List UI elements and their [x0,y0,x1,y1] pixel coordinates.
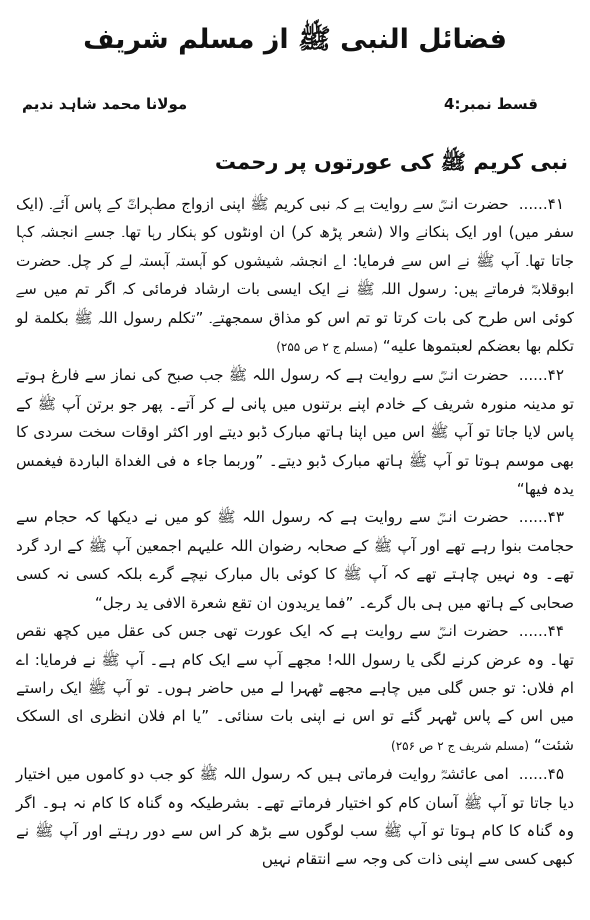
hadith-number: ۴۲...... [518,366,564,385]
hadith-text: حضرت انسؓ سے روایت ہے کہ رسول اللہ ﷺ کو میں نے دیکھا کہ حجام سے حجامت بنوا رہے تھے اور آپ ﷺ کے صحابہ رضوان اللہ علیہم اجمعین آپ ﷺ کے ارد گرد تھے۔ وہ نہیں چاہتے تھے کہ آپ ﷺ کا کوئی بال مبارک نیچے گرے بلکہ کسی نہ کسی صحابی کے ہاتھ میں ہی بال گرے۔ ”فما یریدون ان تقع شعرة الافی ید رجل“ [16,508,574,612]
hadith-text: حضرت انسؓ سے روایت ہے کہ نبی کریم ﷺ اپنی ازواج مطہراتؓ کے پاس آئے۔ (ایک سفر میں) اور ایک ہنکانے والا (شعر پڑھ کر) ان اونٹوں کو ہنکار رہا تھا۔ جسے انجشہ کہا جاتا تھا۔ آپ ﷺ نے اس سے فرمایا: اے انجشہ شیشوں کو آہستہ آہستہ لے کر چل۔ حضرت ابوقلابہؓ فرماتے ہیں: رسول اللہ ﷺ نے ایک ایسی بات ارشاد فرمائی کہ اگر تم میں سے کوئی اس طرح کی بات کرتا تو تم اس کو مذاق سمجھتے۔ ”تکلم رسول اللہ ﷺ بکلمة لو تکلم بھا بعضکم لعبتموھا علیه“ [16,195,574,356]
hadith-paragraph [16,760,574,874]
hadith-list [16,190,574,874]
article-meta [16,92,574,116]
episode-number: قسط نمبر:4 [444,95,538,113]
hadith-paragraph [16,361,574,503]
hadith-text: امی عائشہؓ روایت فرماتی ہیں کہ رسول اللہ ﷺ کو جب دو کاموں میں اختیار دیا جاتا تو آپ ﷺ آسان کام کو اختیار فرماتے تھے۔ بشرطیکہ وہ گناہ کا کام نہ ہو۔ اگر وہ گناہ کا کام ہوتا تو آپ ﷺ سب لوگوں سے بڑھ کر اس سے دور رہتے اور آپ ﷺ نے کبھی کسی سے اپنی ذات کی وجہ سے انتقام نہیں [16,765,574,869]
hadith-citation: (مسلم ج ۲ ص ۲۵۵) [276,340,378,355]
hadith-number: ۴۳...... [518,508,564,527]
hadith-number: ۴۱...... [518,195,564,213]
hadith-text: حضرت انسؓ سے روایت ہے کہ رسول اللہ ﷺ جب صبح کی نماز سے فارغ ہوتے تو مدینہ منورہ شریف کے خادم اپنے برتنوں میں پانی لے کر آتے۔ پھر جو برتن آپ ﷺ کے پاس لایا جاتا تو آپ ﷺ اس میں اپنا ہاتھ مبارک ڈبو دیتے اور اکثر اوقات سخت سردی کا بھی موسم ہوتا تو آپ ﷺ ہاتھ مبارک ڈبو دیتے۔ ”وربما جاء ہ فی الغداة الباردة فیغمس یدہ فیھا“ [16,366,574,499]
article-title: فضائل النبی ﷺ از مسلم شریف [83,24,507,55]
hadith-number: ۴۴...... [518,622,564,641]
author-name: مولانا محمد شاہد ندیم [22,95,188,113]
hadith-text: حضرت انسؓ سے روایت ہے کہ ایک عورت تھی جس کی عقل میں کچھ نقص تھا۔ وہ عرض کرنے لگی یا رسول اللہ! مجھے آپ سے ایک کام ہے۔ آپ ﷺ نے فرمایا: اے ام فلاں: تو جس گلی میں چاہے مجھے ٹھہرا لے میں حاضر ہوں۔ تو آپ ﷺ ایک راستے میں اس کے پاس ٹھہر گئے تو اس نے اپنی بات سنائی۔ ”یا ام فلان انظری ای السکک شئت“ [16,622,574,754]
hadith-citation: (مسلم شریف ج ۲ ص ۲۵۶) [391,738,530,753]
hadith-paragraph [16,503,574,617]
hadith-number: ۴۵...... [518,765,564,784]
hadith-paragraph [16,190,574,361]
section-heading: نبی کریم ﷺ کی عورتوں پر رحمت [214,150,568,174]
hadith-paragraph [16,617,574,760]
